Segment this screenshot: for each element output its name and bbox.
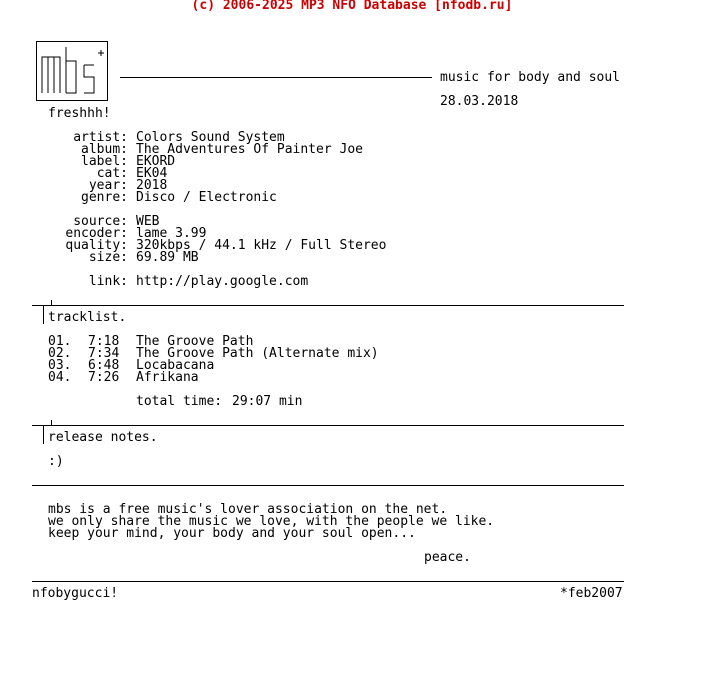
quality-value: 320kbps / 44.1 kHz / Full Stereo	[136, 238, 387, 253]
tracklist-heading: tracklist.	[48, 310, 127, 325]
header-rule	[120, 77, 432, 78]
album-value: The Adventures Of Painter Joe	[136, 142, 363, 157]
record-label-label: label:	[81, 154, 128, 169]
track-time: 6:48	[88, 358, 120, 373]
cat-label: cat:	[96, 166, 128, 181]
nfo-version: *feb2007	[560, 586, 623, 601]
release-notes-text: :)	[48, 454, 64, 469]
mbs-logo-icon	[36, 41, 108, 101]
year-value: 2018	[136, 178, 168, 193]
artist-value: Colors Sound System	[136, 130, 285, 145]
size-value: 69.89 MB	[136, 250, 199, 265]
year-label: year:	[88, 178, 128, 193]
track-num: 02.	[48, 346, 72, 361]
tracklist-divider	[32, 305, 624, 306]
about-line: mbs is a free music's lover association on the net.	[48, 502, 448, 517]
nfo-credit: nfobygucci!	[32, 586, 119, 601]
total-time-value: 29:07 min	[232, 394, 303, 409]
genre-value: Disco / Electronic	[136, 190, 277, 205]
track-title: Locabacana	[136, 358, 215, 373]
about-line: keep your mind, your body and your soul open...	[48, 526, 416, 541]
cat-value: EK04	[136, 166, 168, 181]
track-time: 7:26	[88, 370, 120, 385]
tagline: music for body and soul	[440, 70, 621, 85]
about-divider	[32, 485, 624, 486]
link-label: link:	[88, 274, 128, 289]
size-label: size:	[88, 250, 128, 265]
track-title: Afrikana	[136, 370, 199, 385]
release-notes-bracket	[43, 425, 44, 444]
footer-divider	[32, 581, 624, 582]
about-line: we only share the music we love, with the people we like.	[48, 514, 495, 529]
source-label: source:	[73, 214, 128, 229]
album-label: album:	[81, 142, 128, 157]
tracklist-bracket	[43, 305, 44, 324]
source-value: WEB	[136, 214, 160, 229]
track-title: The Groove Path (Alternate mix)	[136, 346, 379, 361]
quality-label: quality:	[65, 238, 128, 253]
encoder-value: lame 3.99	[136, 226, 207, 241]
about-signoff: peace.	[424, 550, 471, 565]
track-title: The Groove Path	[136, 334, 254, 349]
genre-label: genre:	[81, 190, 128, 205]
track-time: 7:18	[88, 334, 120, 349]
track-num: 01.	[48, 334, 72, 349]
track-num: 03.	[48, 358, 72, 373]
track-time: 7:34	[88, 346, 120, 361]
link-value[interactable]: http://play.google.com	[136, 274, 309, 289]
artist-label: artist:	[73, 130, 128, 145]
track-num: 04.	[48, 370, 72, 385]
encoder-label: encoder:	[65, 226, 128, 241]
group-note: freshhh!	[48, 106, 111, 121]
release-notes-heading: release notes.	[48, 430, 158, 445]
total-time-label: total time:	[136, 394, 223, 409]
release-date: 28.03.2018	[440, 94, 519, 109]
copyright-header: (c) 2006-2025 MP3 NFO Database [nfodb.ru]	[191, 0, 513, 13]
release-notes-divider	[32, 425, 624, 426]
record-label-value: EKORD	[136, 154, 176, 169]
